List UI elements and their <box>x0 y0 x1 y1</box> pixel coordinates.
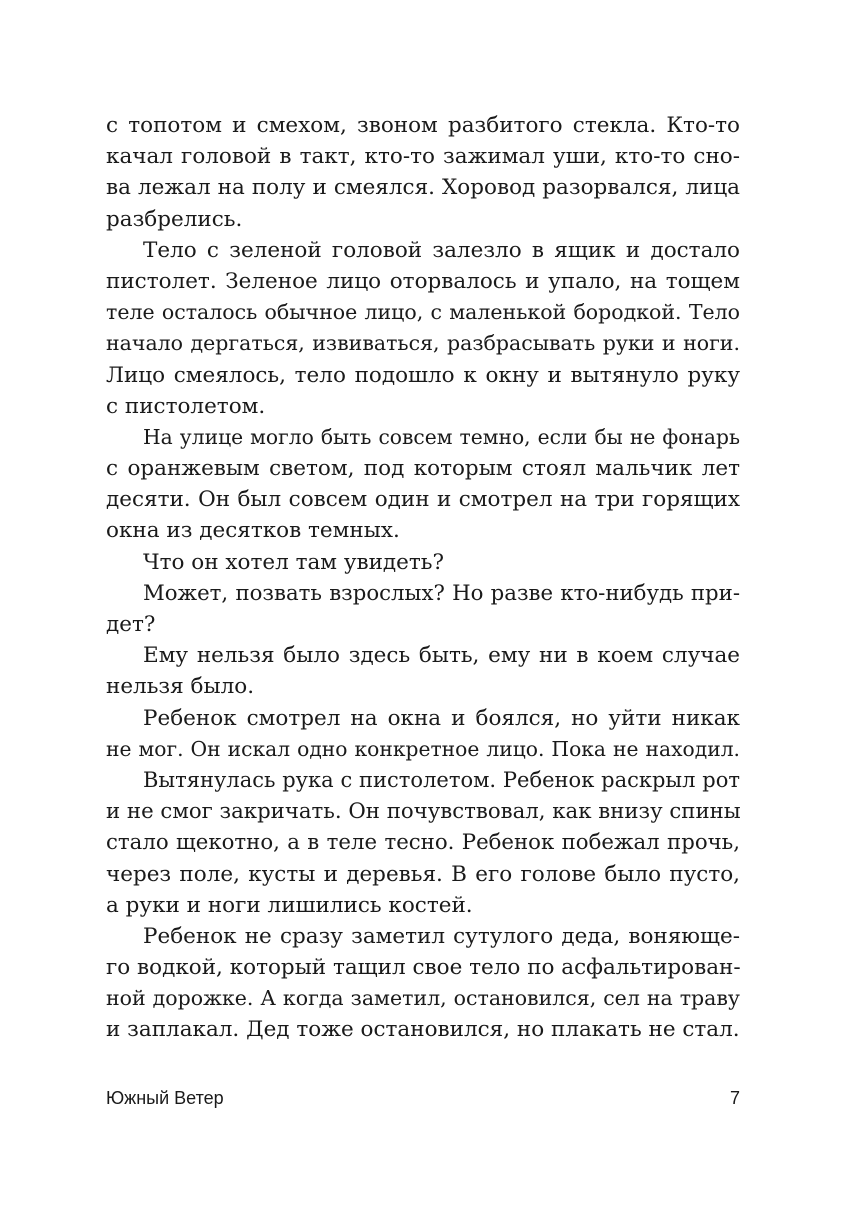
text-line: качал головой в такт, кто-то зажимал уши, кто-то сно- <box>106 144 740 170</box>
paragraph-first-line: Что он хотел там увидеть? <box>143 549 445 575</box>
text-line: через поле, кусты и деревья. В его голове было пусто, <box>106 861 740 887</box>
running-title: Южный Ветер <box>106 1088 224 1108</box>
text-line: и не смог закричать. Он почувствовал, как внизу спины <box>106 799 741 825</box>
text-line: Лицо смеялось, тело подошло к окну и вытянуло руку <box>106 362 740 388</box>
paragraph-first-line: Может, позвать взрослых? Но разве кто-нибудь при- <box>143 580 740 606</box>
text-line: окна из десятков темных. <box>106 518 400 544</box>
text-line: ной дорожке. А когда заметил, остановился, сел на траву <box>106 986 740 1011</box>
text-line: разбрелись. <box>106 206 243 232</box>
text-line: не мог. Он искал одно конкретное лицо. Пока не находил. <box>106 736 740 761</box>
page-footer <box>106 1085 740 1111</box>
paragraph-first-line: Вытянулась рука с пистолетом. Ребенок раскрыл рот <box>143 767 740 792</box>
paragraph-first-line: Ребенок смотрел на окна и боялся, но уйти никак <box>143 705 740 731</box>
text-line: с оранжевым светом, под которым стоял мальчик лет <box>106 456 740 482</box>
text-line: и заплакал. Дед тоже остановился, но плакать не стал. <box>106 1017 740 1043</box>
page-number: 7 <box>729 1088 740 1108</box>
paragraph-first-line: Тело с зеленой головой залезло в ящик и достало <box>143 237 740 263</box>
text-line: стало щекотно, а в теле тесно. Ребенок побежал прочь, <box>106 830 740 856</box>
text-line: а руки и ноги лишились костей. <box>106 892 473 918</box>
paragraph-first-line: Ребенок не сразу заметил сутулого деда, воняюще- <box>143 923 740 949</box>
paragraph-first-line: На улице могло быть совсем темно, если бы не фонарь <box>143 424 740 449</box>
text-line: десяти. Он был совсем один и смотрел на три горящих <box>106 487 740 513</box>
text-line: ва лежал на полу и смеялся. Хоровод разорвался, лица <box>106 175 740 201</box>
text-line: дет? <box>106 612 156 637</box>
paragraph-first-line: Ему нельзя было здесь быть, ему ни в коем случае <box>143 643 740 669</box>
text-line: пистолет. Зеленое лицо оторвалось и упало, на тощем <box>106 268 740 294</box>
text-line: го водкой, который тащил свое тело по асфальтирован- <box>106 955 741 981</box>
text-line: теле осталось обычное лицо, с маленькой бородкой. Тело <box>106 300 740 325</box>
page-body-text <box>106 110 740 1046</box>
text-line: с пистолетом. <box>106 393 266 419</box>
text-line: с топотом и смехом, звоном разбитого стекла. Кто-то <box>106 113 740 138</box>
text-line: нельзя было. <box>106 674 255 700</box>
text-line: начало дергаться, извиваться, разбрасывать руки и ноги. <box>106 331 740 356</box>
